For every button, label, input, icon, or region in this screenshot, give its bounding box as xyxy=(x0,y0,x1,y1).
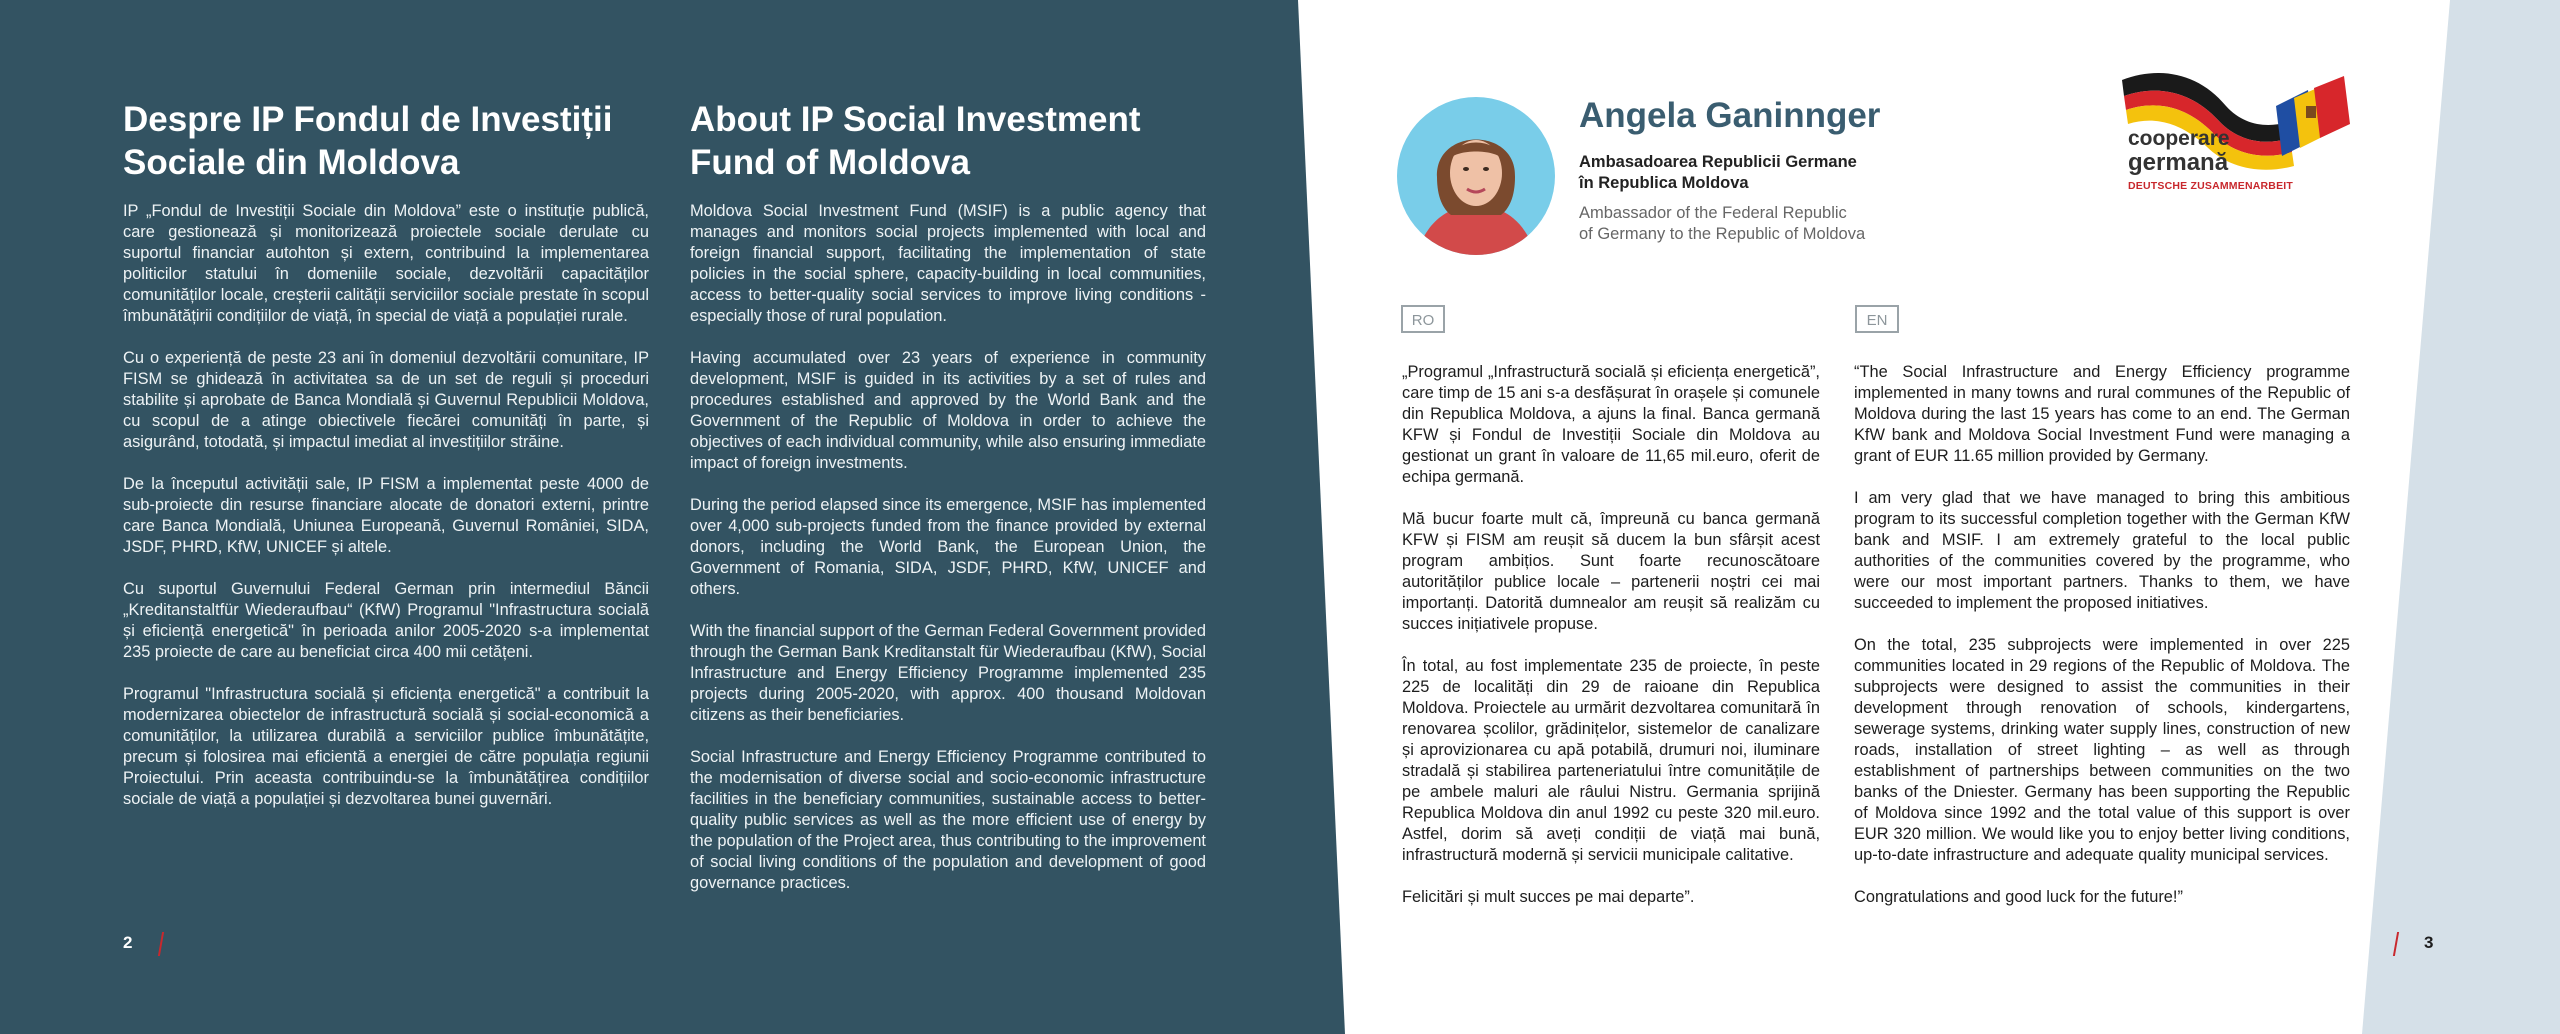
logo-text-line3: DEUTSCHE ZUSAMMENARBEIT xyxy=(2128,180,2294,192)
paragraph: Moldova Social Investment Fund (MSIF) is a public agency that manages and monitors social projects implemented with local and foreign financial support, facilitating the implementation of state policies in the social sphere, capacity-building in local communities, access to better-quality social services to improve living conditions - especially those of rural population. xyxy=(690,202,1206,325)
logo-text-line2: germană xyxy=(2128,149,2229,176)
ambassador-title-ro xyxy=(1579,152,1919,194)
logo-text-line1: cooperare xyxy=(2128,127,2230,150)
paragraph: Programul "Infrastructura socială și eficiența energetică" a contribuit la modernizarea obiectelor de infrastructură socială și social-economică a comunităților, la utilizarea durabilă a serviciilor publice îmbunătățite, precum și folosirea mai eficientă a energiei de către populația regiunii Proiectului. Prin aceasta contribuindu-se la îmbunătățirea condițiilor sociale de viață a populației și dezvoltarea bunei guvernări. xyxy=(123,685,649,808)
quote-column-en xyxy=(1854,362,2350,929)
ambassador-title-en xyxy=(1579,203,1939,245)
language-tag-en: EN xyxy=(1855,305,1899,333)
heading-en: About IP Social Investment Fund of Moldova xyxy=(690,100,1141,182)
paragraph: Social Infrastructure and Energy Efficiency Programme contributed to the modernisation of diverse social and socio-economic infrastructure facilities in the beneficiary communities, sustainable access to better-quality public services as well as the more efficient use of energy by the population of the Project area, thus contributing to the improvement of social living conditions of the population and development of good governance practices. xyxy=(690,748,1206,892)
quote-paragraph: “The Social Infrastructure and Energy Efficiency programme implemented in many towns and rural communes of the Republic of Moldova during the last 15 years has come to an end. The German KfW bank and Moldova Social Investment Fund were managing a grant of EUR 11.65 million provided by Germany. xyxy=(1854,363,2350,465)
quote-paragraph: Congratulations and good luck for the future!” xyxy=(1854,888,2183,906)
about-column-ro xyxy=(123,98,649,831)
cooperare-germana-logo xyxy=(2118,66,2358,201)
title-line: Ambasadoarea Republicii Germane xyxy=(1579,153,1857,171)
quote-paragraph: „Programul „Infrastructură socială și eficiența energetică”, care timp de 15 ani s-a desfășurat în orașele și comunele din Republica Moldova, a ajuns la final. Banca germană KFW și Fondul de Investiții Sociale din Moldova au gestionat un grant în valoare de 11,65 mil.euro, oferit de echipa germană. xyxy=(1402,363,1820,486)
page-number-left: 2 xyxy=(123,933,133,952)
heading-ro: Despre IP Fondul de Investiții Sociale din Moldova xyxy=(123,100,613,182)
page-number-right: 3 xyxy=(2424,933,2434,952)
title-line: în Republica Moldova xyxy=(1579,174,1749,192)
paragraph: During the period elapsed since its emergence, MSIF has implemented over 4,000 sub-projects funded from the finance provided by external donors, including the World Bank, the European Union, the Government of Romania, SIDA, JSDF, PHRD, KfW, UNICEF and others. xyxy=(690,496,1206,598)
quote-paragraph: On the total, 235 subprojects were implemented in over 225 communities located in 29 regions of the Republic of Moldova. The subprojects were designed to assist the communities in their development through renovation of schools, kindergartens, sewerage systems, drinking water supply lines, construction of new roads, installation of street lighting – as well as through establishment of partnerships between communities on the two banks of the Dniester. Germany has been supporting the Republic of Moldova since 1992 and the total value of this support is over EUR 320 million. We would like you to enjoy better living conditions, up-to-date infrastructure and adequate quality municipal services. xyxy=(1854,636,2350,864)
paragraph: De la începutul activității sale, IP FISM a implementat peste 4000 de sub-proiecte din resurse financiare alocate de donatori externi, printre care Banca Mondială, Uniunea Europeană, Guvernul României, SIDA, JSDF, PHRD, KfW, UNICEF și altele. xyxy=(123,475,649,556)
paragraph: Having accumulated over 23 years of experience in community development, MSIF is guided in its activities by a set of rules and procedures established and approved by the World Bank and the Government of the Republic of Moldova in order to achieve the objectives of each individual community, while also ensuring immediate impact of foreign investments. xyxy=(690,349,1206,472)
quote-paragraph: Felicitări și mult succes pe mai departe”. xyxy=(1402,888,1695,906)
paragraph: With the financial support of the German Federal Government provided through the German Bank Kreditanstalt für Wiederaufbau (KfW), Social Infrastructure and Energy Efficiency Programme implemented 235 projects during 2005-2020, with approx. 400 thousand Moldovan citizens as their beneficiaries. xyxy=(690,622,1206,724)
quote-paragraph: I am very glad that we have managed to bring this ambitious program to its successful completion together with the German KfW bank and MSIF. I am extremely grateful to the local public authorities of the communities covered by the programme, who were our most important partners. Thanks to them, we have succeeded to implement the proposed initiatives. xyxy=(1854,489,2350,612)
quote-paragraph: Mă bucur foarte mult că, împreună cu banca germană KFW și FISM am reușit să ducem la bun sfârșit acest program ambițios. Sunt foarte recunoscătoare autorităților publice locale – partenerii noștri cei mai importanți. Datorită dumnealor am reușit să realizăm cu succes inițiativele propuse. xyxy=(1402,510,1820,633)
paragraph: IP „Fondul de Investiții Sociale din Moldova” este o instituție publică, care gestionează și monitorizează proiectele sociale derulate cu suportul financiar autohton și extern, contribuind la implementarea politicilor statului în domeniile sociale, dezvoltării capacităților comunităților locale, creșterii calității serviciilor sociale prestate în scopul îmbunătățirii condițiilor de viață, în special de viață a populației rurale. xyxy=(123,202,649,325)
paragraph: Cu o experiență de peste 23 ani în domeniul dezvoltării comunitare, IP FISM se ghidează în activitatea sa de un set de reguli și proceduri stabilite și aprobate de Banca Mondială și Guvernul Republicii Moldova, cu scopul de a atinge obiectivele fiecărei comunități în parte, și asigurând, totodată, și impactul imediat al investițiilor străine. xyxy=(123,349,649,451)
paragraph: Cu suportul Guvernului Federal German prin intermediul Băncii „Kreditanstaltfür Wiederaufbau“ (KfW) Programul "Infrastructura socială și eficiență energetică" în perioada anilor 2005-2020 s-a implementat 235 proiecte de care au beneficiat circa 400 mii cetățeni. xyxy=(123,580,649,661)
language-tag-ro: RO xyxy=(1401,305,1445,333)
title-line: of Germany to the Republic of Moldova xyxy=(1579,225,1866,243)
about-column-en xyxy=(690,98,1206,915)
quote-paragraph: În total, au fost implementate 235 de proiecte, în peste 225 de localități din 29 de raioane din Republica Moldova. Proiectele au urmărit dezvoltarea comunitară în renovarea școlilor, grădinițelor, sistemelor de canalizare și aprovizionarea cu apă potabilă, drumuri noi, iluminare stradală și stabilirea parteneriatului între comunitățile de pe ambele maluri ale râului Nistru. Germania sprijină Republica Moldova din anul 1992 cu peste 320 mil.euro. Astfel, dorim să aveți condiții de viață mai bună, infrastructură modernă și servicii municipale calitative. xyxy=(1402,657,1820,864)
ambassador-name: Angela Ganinnger xyxy=(1579,96,1881,135)
quote-column-ro xyxy=(1402,362,1820,929)
title-line: Ambassador of the Federal Republic xyxy=(1579,204,1847,222)
ambassador-portrait xyxy=(1397,97,1555,255)
